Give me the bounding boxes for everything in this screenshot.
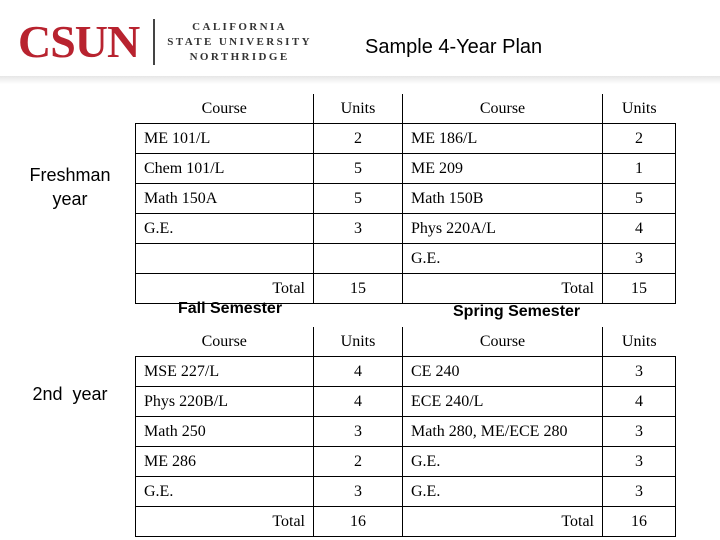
second-year-label: 2nd year bbox=[32, 384, 108, 404]
units-cell: 3 bbox=[603, 447, 676, 477]
total-units: 16 bbox=[603, 507, 676, 537]
course-cell: Math 250 bbox=[136, 417, 314, 447]
course-cell: Chem 101/L bbox=[136, 154, 314, 184]
course-cell: ME 101/L bbox=[136, 124, 314, 154]
units-cell: 4 bbox=[314, 357, 403, 387]
total-label: Total bbox=[136, 507, 314, 537]
total-label: Total bbox=[403, 274, 603, 304]
column-header-course: Course bbox=[136, 94, 314, 124]
total-units: 15 bbox=[314, 274, 403, 304]
total-row bbox=[136, 274, 676, 304]
logo-divider bbox=[153, 19, 155, 65]
units-cell: 5 bbox=[314, 184, 403, 214]
units-cell: 3 bbox=[314, 477, 403, 507]
units-cell: 3 bbox=[314, 417, 403, 447]
table-header-row bbox=[136, 327, 676, 357]
table-header-row bbox=[136, 94, 676, 124]
course-cell: ME 286 bbox=[136, 447, 314, 477]
logo-line-2: STATE UNIVERSITY bbox=[167, 35, 312, 48]
freshman-plan-table bbox=[135, 94, 676, 304]
table-row bbox=[136, 357, 676, 387]
total-label: Total bbox=[403, 507, 603, 537]
course-cell: Phys 220B/L bbox=[136, 387, 314, 417]
total-units: 16 bbox=[314, 507, 403, 537]
header-rule bbox=[0, 76, 720, 84]
units-cell: 3 bbox=[314, 214, 403, 244]
total-units: 15 bbox=[603, 274, 676, 304]
units-cell: 3 bbox=[603, 357, 676, 387]
table-row bbox=[136, 447, 676, 477]
column-header-course: Course bbox=[403, 327, 603, 357]
column-header-units: Units bbox=[621, 332, 657, 350]
course-cell: ME 209 bbox=[403, 154, 603, 184]
table-row bbox=[136, 154, 676, 184]
course-cell: Math 150B bbox=[403, 184, 603, 214]
csun-logo bbox=[18, 16, 312, 68]
column-header-course: Course bbox=[403, 94, 603, 124]
logo-wordmark: CSUN bbox=[18, 16, 140, 67]
course-cell: Phys 220A/L bbox=[403, 214, 603, 244]
course-cell: G.E. bbox=[136, 214, 314, 244]
logo-university-name bbox=[167, 20, 312, 65]
table-row bbox=[136, 244, 676, 274]
course-cell: MSE 227/L bbox=[136, 357, 314, 387]
course-cell: G.E. bbox=[136, 477, 314, 507]
units-cell: 2 bbox=[603, 124, 676, 154]
course-cell: CE 240 bbox=[403, 357, 603, 387]
total-row bbox=[136, 507, 676, 537]
units-cell: 4 bbox=[603, 387, 676, 417]
column-header-units: Units bbox=[621, 99, 657, 117]
table-row bbox=[136, 477, 676, 507]
slide-title: Sample 4-Year Plan bbox=[365, 36, 543, 58]
units-cell: 2 bbox=[314, 447, 403, 477]
column-header-course: Course bbox=[136, 327, 314, 357]
course-cell: ME 186/L bbox=[403, 124, 603, 154]
freshman-label-line-1: Freshman bbox=[29, 165, 111, 185]
column-header-units: Units bbox=[314, 327, 403, 357]
units-cell: 5 bbox=[603, 184, 676, 214]
units-cell: 3 bbox=[603, 417, 676, 447]
freshman-label-line-2: year bbox=[52, 189, 88, 209]
course-cell: G.E. bbox=[403, 477, 603, 507]
course-cell: Math 280, ME/ECE 280 bbox=[403, 417, 603, 447]
units-cell: 3 bbox=[603, 244, 676, 274]
table-row bbox=[136, 387, 676, 417]
freshman-year-label bbox=[18, 163, 122, 211]
units-cell: 2 bbox=[314, 124, 403, 154]
table-row bbox=[136, 214, 676, 244]
units-cell: 5 bbox=[314, 154, 403, 184]
units-cell: 1 bbox=[603, 154, 676, 184]
empty-cell bbox=[136, 244, 314, 274]
units-cell: 4 bbox=[603, 214, 676, 244]
table-row bbox=[136, 417, 676, 447]
course-cell: Math 150A bbox=[136, 184, 314, 214]
second-year-plan-table bbox=[135, 327, 676, 537]
fall-semester-label: Fall Semester bbox=[178, 300, 283, 317]
total-label: Total bbox=[136, 274, 314, 304]
table-row bbox=[136, 124, 676, 154]
units-cell: 4 bbox=[314, 387, 403, 417]
empty-cell bbox=[314, 244, 403, 274]
table-row bbox=[136, 184, 676, 214]
units-cell: 3 bbox=[603, 477, 676, 507]
column-header-units: Units bbox=[314, 94, 403, 124]
spring-semester-label: Spring Semester bbox=[453, 303, 581, 320]
course-cell: G.E. bbox=[403, 447, 603, 477]
course-cell: G.E. bbox=[403, 244, 603, 274]
course-cell: ECE 240/L bbox=[403, 387, 603, 417]
logo-line-3: NORTHRIDGE bbox=[189, 50, 290, 63]
logo-line-1: CALIFORNIA bbox=[192, 20, 288, 33]
